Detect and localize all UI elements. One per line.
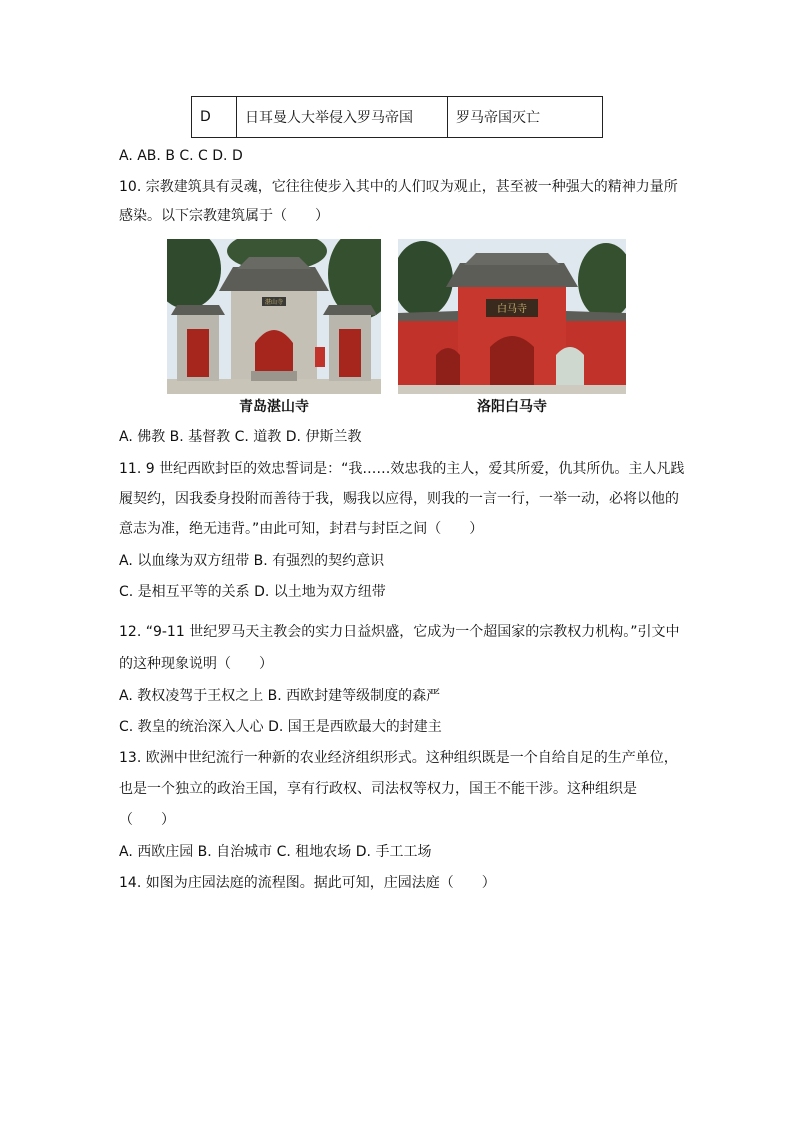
q12-options-cd: C. 教皇的统治深入人心 D. 国王是西欧最大的封建主	[119, 719, 442, 735]
q11-options-cd: C. 是相互平等的关系 D. 以土地为双方纽带	[119, 584, 386, 600]
table-row	[192, 97, 603, 138]
q11-stem-line3: 意志为准，绝无违背。”由此可知，封君与封臣之间（ ）	[119, 521, 484, 537]
photo-caption-zhanshan: 青岛湛山寺	[239, 399, 309, 415]
q9-options: A. AB. B C. C D. D	[119, 148, 243, 164]
q11-stem-line1: 11. 9 世纪西欧封臣的效忠誓词是：“我……效忠我的主人，爱其所爱，仇其所仇。主人凡践	[119, 461, 685, 477]
q10-stem-line2: 感染。以下宗教建筑属于（ ）	[119, 208, 329, 224]
q10-stem-line1: 10. 宗教建筑具有灵魂，它往往使步入其中的人们叹为观止，甚至被一种强大的精神力量所	[119, 179, 678, 195]
event-cell: 日耳曼人大举侵入罗马帝国	[237, 97, 448, 138]
q13-stem-line1: 13. 欧洲中世纪流行一种新的农业经济组织形式。这种组织既是一个自给自足的生产单位，	[119, 750, 678, 766]
option-letter-cell: D	[192, 97, 237, 138]
baima-plaque-text: 白马寺	[497, 304, 527, 315]
q13-stem-line3: （ ）	[119, 812, 175, 828]
photo-zhanshan-temple	[167, 239, 381, 394]
q11-options-ab: A. 以血缘为双方纽带 B. 有强烈的契约意识	[119, 553, 385, 569]
q14-stem-line1: 14. 如图为庄园法庭的流程图。据此可知，庄园法庭（ ）	[119, 875, 496, 891]
result-cell: 罗马帝国灭亡	[448, 97, 603, 138]
q13-stem-line2: 也是一个独立的政治王国，享有行政权、司法权等权力，国王不能干涉。这种组织是	[119, 781, 637, 797]
q10-options: A. 佛教 B. 基督教 C. 道教 D. 伊斯兰教	[119, 429, 362, 445]
zhanshan-temple-illustration	[167, 239, 381, 394]
zhanshan-plaque-text: 湛山寺	[264, 299, 284, 306]
options-table	[191, 96, 603, 138]
q12-options-ab: A. 教权凌驾于王权之上 B. 西欧封建等级制度的森严	[119, 688, 441, 704]
photo-caption-baima: 洛阳白马寺	[477, 399, 547, 415]
q12-stem-line2: 的这种现象说明（ ）	[119, 656, 273, 672]
photo-baima-temple	[398, 239, 626, 394]
baima-temple-illustration	[398, 239, 626, 394]
q13-options: A. 西欧庄园 B. 自治城市 C. 租地农场 D. 手工工场	[119, 844, 432, 860]
q11-stem-line2: 履契约，因我委身投附而善待于我，赐我以应得，则我的一言一行，一举一动，必将以他的	[119, 491, 679, 507]
q12-stem-line1: 12. “9-11 世纪罗马天主教会的实力日益炽盛，它成为一个超国家的宗教权力机构。”引文中	[119, 624, 680, 640]
